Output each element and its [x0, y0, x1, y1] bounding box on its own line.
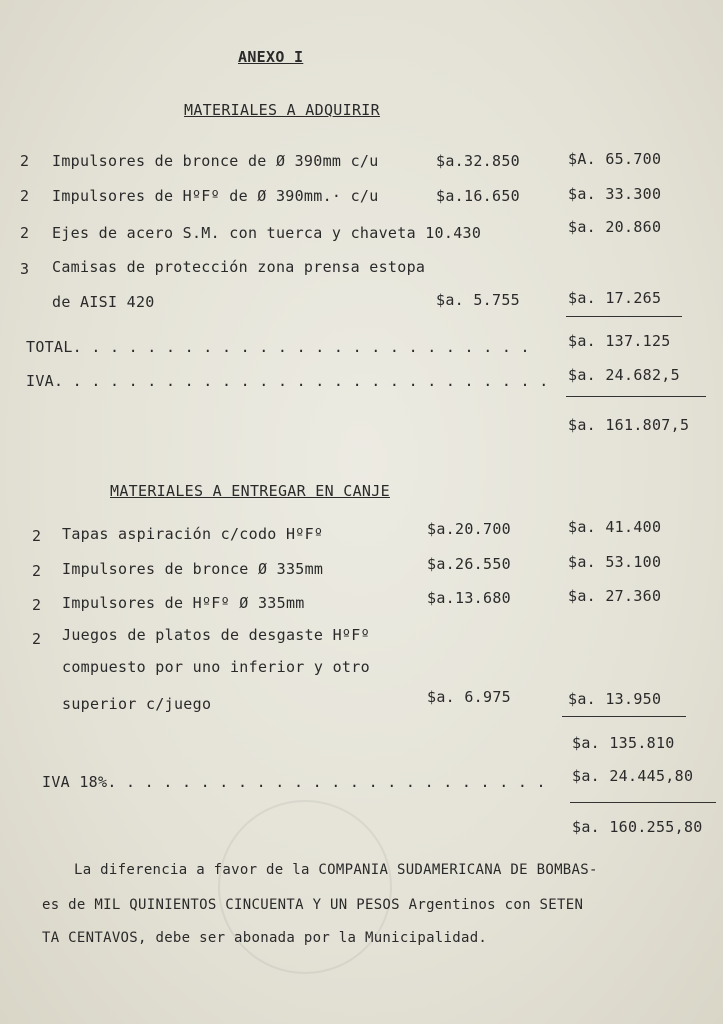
- item-unit-price: $a.26.550: [427, 555, 511, 573]
- item-qty: 3: [20, 260, 30, 278]
- item-total: $a. 13.950: [568, 690, 662, 708]
- section-title-exchange: MATERIALES A ENTREGAR EN CANJE: [110, 482, 390, 500]
- item-description: de AISI 420: [52, 293, 155, 311]
- item-qty: 2: [20, 152, 30, 170]
- item-qty: 2: [32, 527, 42, 545]
- item-unit-price: $a.20.700: [427, 520, 511, 538]
- iva-label: IVA 18%. . . . . . . . . . . . . . . . . . . . . . . .: [42, 773, 546, 791]
- item-description: superior c/juego: [62, 695, 212, 713]
- faint-seal: [218, 800, 392, 974]
- item-qty: 2: [20, 187, 30, 205]
- item-description: Tapas aspiración c/codo HºFº: [62, 525, 324, 543]
- closing-line: TA CENTAVOS, debe ser abonada por la Municipalidad.: [42, 930, 488, 946]
- item-unit-price: $a.32.850: [436, 152, 520, 170]
- iva-value: $a. 24.445,80: [572, 767, 694, 785]
- grand-total-value: $a. 161.807,5: [568, 416, 690, 434]
- section-title-acquire: MATERIALES A ADQUIRIR: [184, 101, 380, 119]
- item-description: Juegos de platos de desgaste HºFº: [62, 626, 370, 644]
- item-description: Impulsores de bronce de Ø 390mm c/u: [52, 152, 379, 170]
- item-unit-price: $a.13.680: [427, 589, 511, 607]
- item-total: $a. 27.360: [568, 587, 662, 605]
- item-description: compuesto por uno inferior y otro: [62, 658, 370, 676]
- item-total: $a. 53.100: [568, 553, 662, 571]
- item-description: Impulsores de HºFº de Ø 390mm.· c/u: [52, 187, 379, 205]
- sum-rule: [570, 802, 716, 803]
- item-description: Impulsores de HºFº Ø 335mm: [62, 594, 305, 612]
- item-qty: 2: [20, 224, 30, 242]
- item-total: $a. 20.860: [568, 218, 662, 236]
- item-qty: 2: [32, 562, 42, 580]
- sum-rule: [566, 396, 706, 397]
- sum-rule: [562, 716, 686, 717]
- grand-total-value: $a. 160.255,80: [572, 818, 703, 836]
- item-unit-price: $a. 6.975: [427, 688, 511, 706]
- total-label: TOTAL. . . . . . . . . . . . . . . . . . . . . . . . .: [26, 338, 530, 356]
- item-description: Camisas de protección zona prensa estopa: [52, 258, 426, 276]
- item-total: $a. 41.400: [568, 518, 662, 536]
- item-unit-price: $a. 5.755: [436, 291, 520, 309]
- item-qty: 2: [32, 630, 42, 648]
- closing-line: La diferencia a favor de la COMPANIA SUDAMERICANA DE BOMBAS-: [74, 862, 598, 878]
- item-unit-price: $a.16.650: [436, 187, 520, 205]
- item-total: $a. 33.300: [568, 185, 662, 203]
- closing-line: es de MIL QUINIENTOS CINCUENTA Y UN PESOS Argentinos con SETEN: [42, 897, 584, 913]
- item-description: Impulsores de bronce Ø 335mm: [62, 560, 324, 578]
- iva-value: $a. 24.682,5: [568, 366, 680, 384]
- item-qty: 2: [32, 596, 42, 614]
- item-description: Ejes de acero S.M. con tuerca y chaveta 10.430: [52, 224, 482, 242]
- sum-rule: [566, 316, 682, 317]
- subtotal-value: $a. 135.810: [572, 734, 675, 752]
- total-value: $a. 137.125: [568, 332, 671, 350]
- item-total: $a. 17.265: [568, 289, 662, 307]
- item-total: $A. 65.700: [568, 150, 662, 168]
- annex-title: ANEXO I: [238, 48, 304, 66]
- iva-label: IVA. . . . . . . . . . . . . . . . . . . . . . . . . . .: [26, 372, 549, 390]
